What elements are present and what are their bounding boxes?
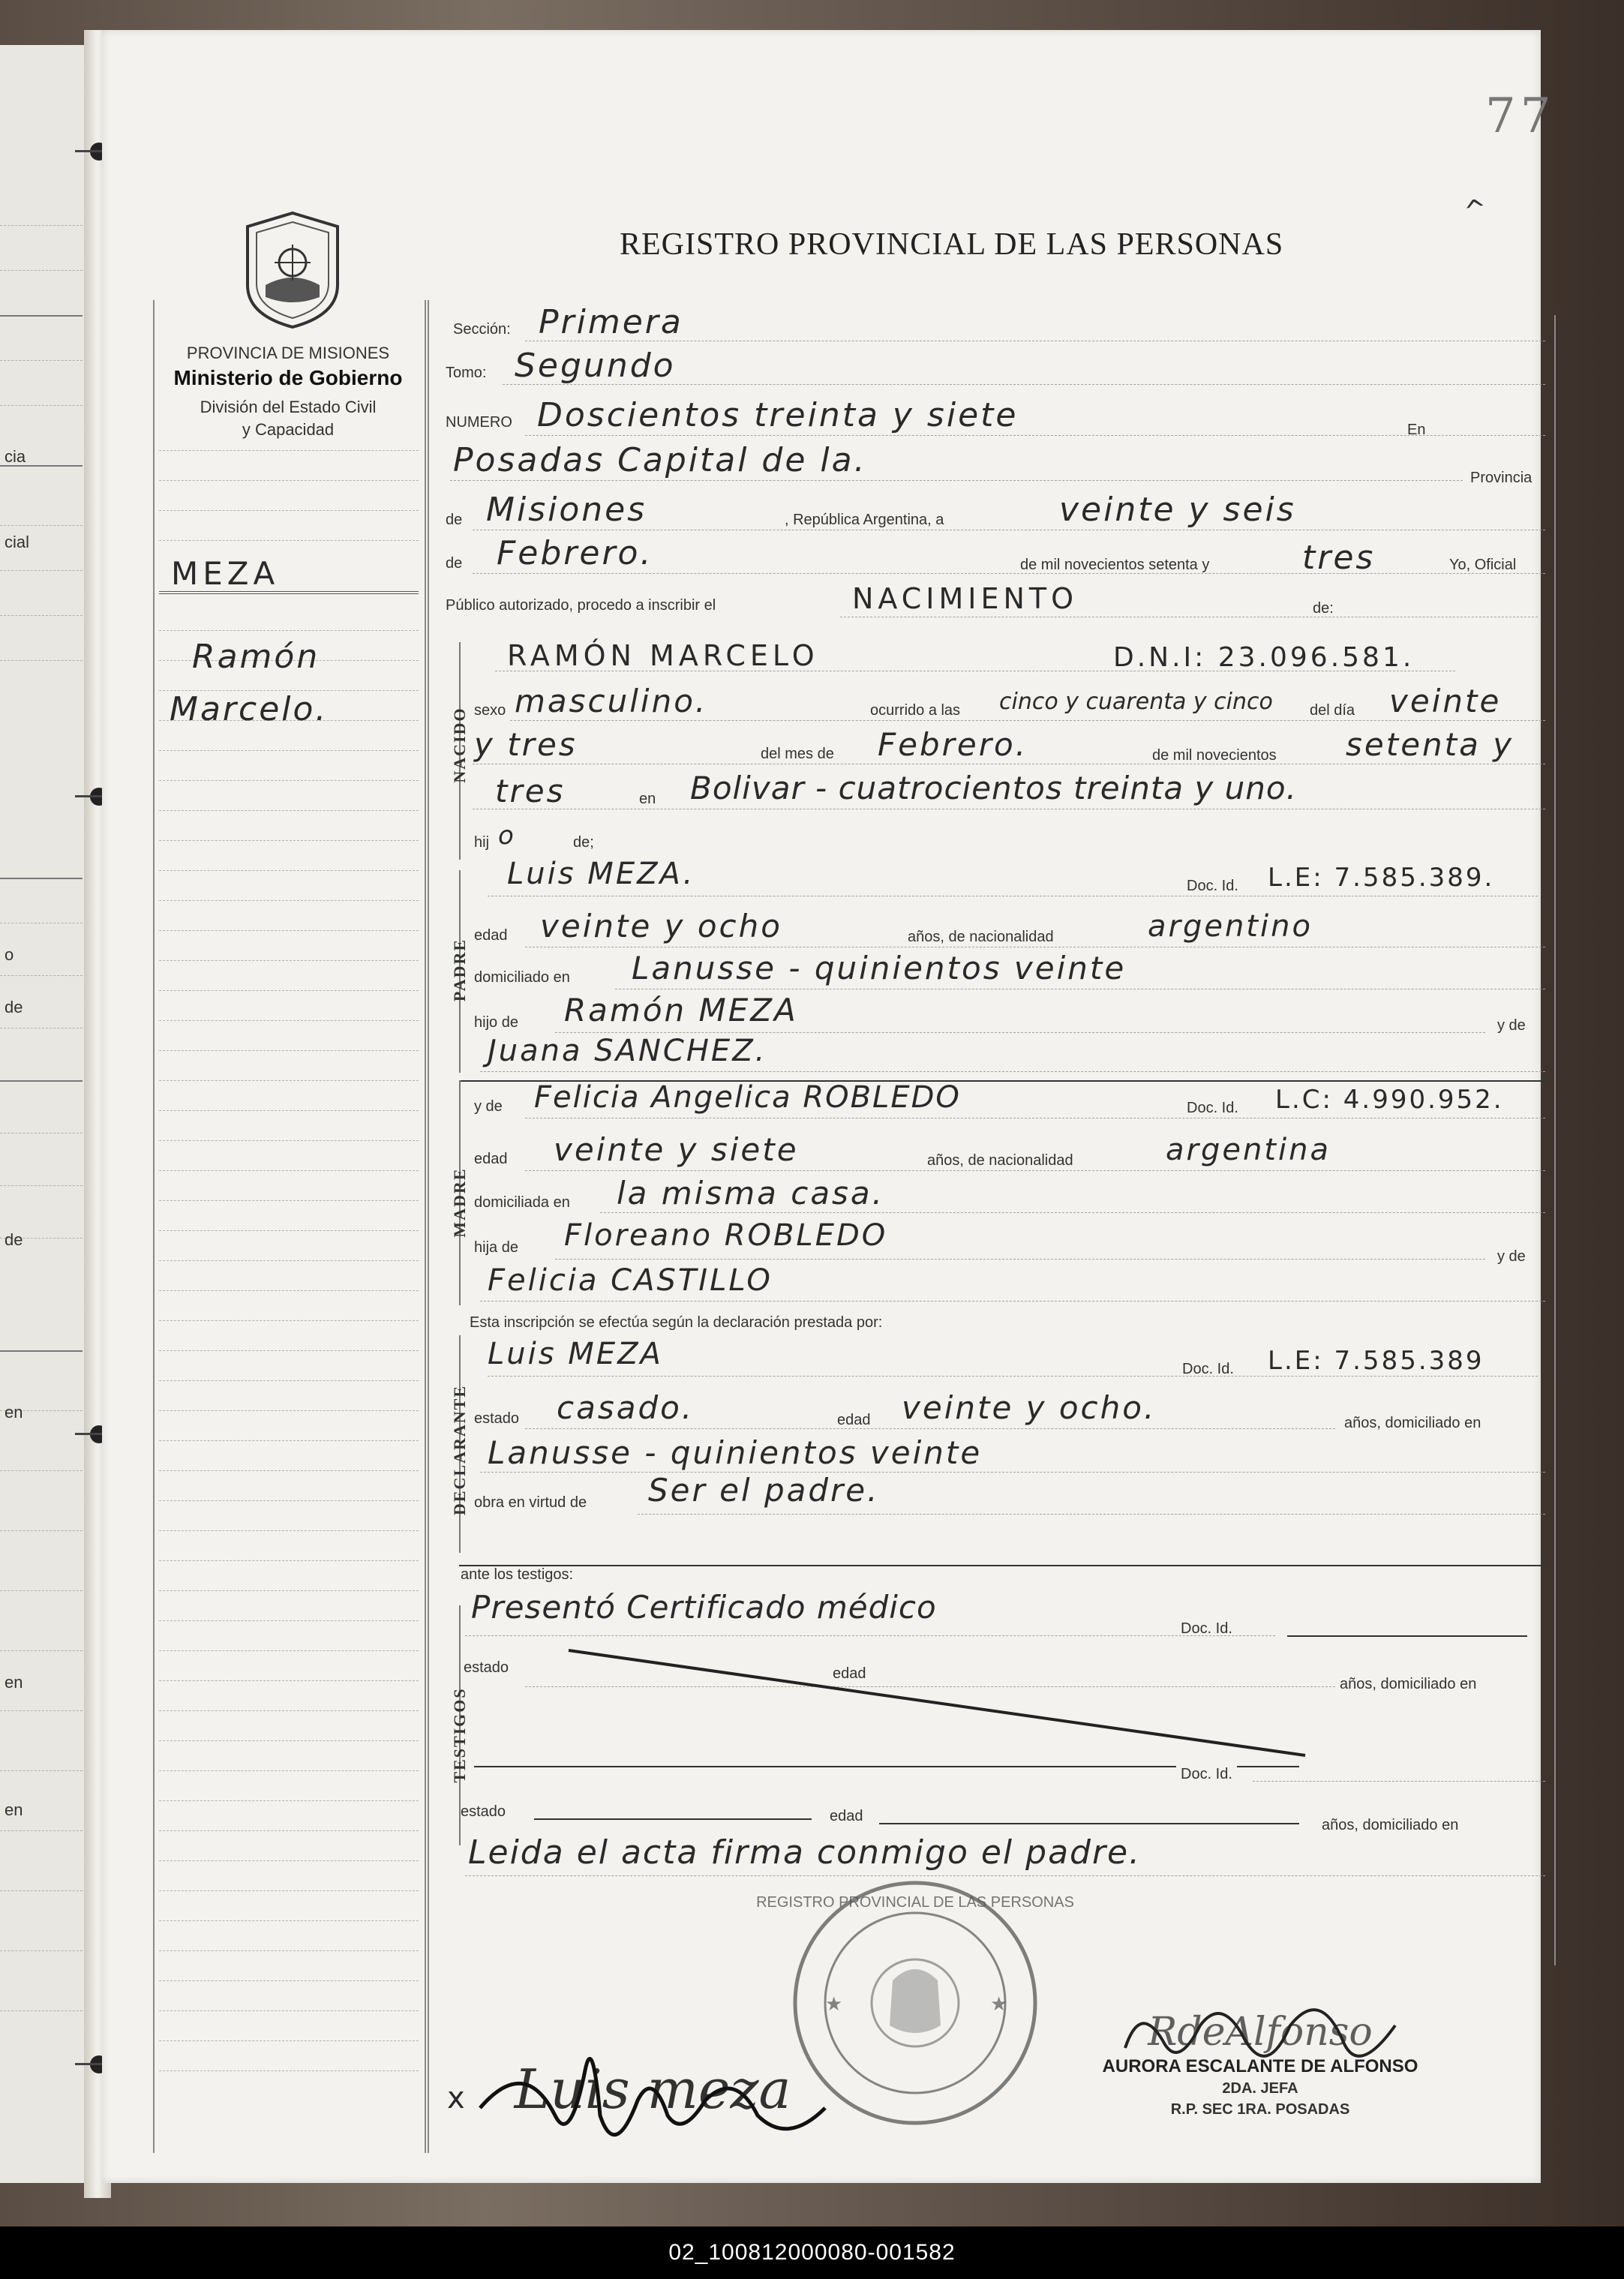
- sexo-label: sexo: [474, 702, 506, 719]
- madre-domicilio: la misma casa.: [617, 1175, 885, 1212]
- declarante-nombre: Luis MEZA: [488, 1337, 663, 1371]
- madre-section-label: MADRE: [450, 1167, 469, 1238]
- hijo-de-label: hijo de: [474, 1014, 518, 1031]
- hij-label: hij: [474, 834, 490, 851]
- edad-label: edad: [830, 1808, 863, 1824]
- hij-value: o: [498, 821, 516, 851]
- prev-fragment: en: [5, 1673, 23, 1692]
- en-label: En: [1407, 422, 1426, 438]
- padre-nombre: Luis MEZA.: [507, 857, 695, 891]
- declarante-domicilio: Lanusse - quinientos veinte: [488, 1434, 983, 1471]
- ocurrido-label: ocurrido a las: [870, 702, 961, 719]
- estado-label: estado: [461, 1803, 506, 1820]
- abuelo-paterno: Ramón MEZA: [564, 992, 798, 1028]
- edad-label: edad: [474, 1151, 508, 1167]
- svg-text:AURORA ESCALANTE DE ALFONSO: AURORA ESCALANTE DE ALFONSO: [1102, 2056, 1418, 2076]
- mes-value: Febrero.: [878, 726, 1028, 763]
- prev-fragment: cia: [5, 447, 26, 466]
- padre-domicilio: Lanusse - quinientos veinte: [632, 950, 1127, 986]
- lugar-value: Posadas Capital de la.: [453, 441, 867, 479]
- prev-fragment: en: [5, 1403, 23, 1422]
- page-title: REGISTRO PROVINCIAL DE LAS PERSONAS: [620, 227, 1284, 262]
- ministry-label: Ministerio de Gobierno: [173, 366, 403, 389]
- nacido-nombre: RAMÓN MARCELO: [507, 639, 819, 672]
- de-label: de;: [573, 834, 594, 851]
- seccion-value: Primera: [539, 303, 683, 341]
- edad-label: edad: [833, 1665, 866, 1682]
- de-label: de:: [1313, 600, 1334, 617]
- dia-cont-value: y tres: [474, 726, 578, 763]
- del-dia-label: del día: [1310, 702, 1355, 719]
- estado-label: estado: [464, 1659, 509, 1676]
- svg-text:★: ★: [990, 1993, 1008, 2016]
- doc-label: Doc. Id.: [1181, 1620, 1232, 1637]
- declarant-signature: [435, 2025, 870, 2175]
- svg-text:REGISTRO PROVINCIAL DE LAS PER: REGISTRO PROVINCIAL DE LAS PERSONAS: [756, 1894, 1074, 1911]
- page-number: 77: [1485, 89, 1556, 144]
- margin-given-name: Ramón: [192, 638, 320, 676]
- testigos-intro: ante los testigos:: [461, 1566, 574, 1583]
- doc-label: Doc. Id.: [1187, 1100, 1238, 1116]
- padre-nacionalidad: argentino: [1148, 909, 1313, 944]
- abuelo-materno: Floreano ROBLEDO: [564, 1218, 888, 1253]
- y-de-label: y de: [1497, 1248, 1526, 1265]
- declarante-doc: L.E: 7.585.389: [1268, 1346, 1484, 1376]
- abuela-paterna: Juana SANCHEZ.: [488, 1034, 767, 1068]
- acto-value: NACIMIENTO: [852, 582, 1079, 615]
- doc-label: Doc. Id.: [1182, 1361, 1234, 1377]
- margin-surname: MEZA: [171, 555, 280, 592]
- yo-oficial-label: Yo, Oficial: [1449, 557, 1517, 573]
- svg-text:2DA. JEFA: 2DA. JEFA: [1222, 2080, 1298, 2097]
- mes-value: Febrero.: [497, 534, 653, 572]
- mes-label: del mes de: [761, 746, 834, 762]
- domicilio-label: años, domiciliado en: [1344, 1415, 1481, 1431]
- padre-edad: veinte y ocho: [540, 908, 782, 944]
- numero-label: NUMERO: [446, 414, 512, 431]
- tomo-label: Tomo:: [446, 365, 487, 381]
- numero-value: Doscientos treinta y siete: [537, 396, 1019, 434]
- domicilio-label: domiciliado en: [474, 969, 570, 986]
- domicilio-label: años, domiciliado en: [1322, 1817, 1459, 1833]
- prev-fragment: de: [5, 998, 23, 1016]
- padre-section-label: PADRE: [450, 938, 469, 1002]
- de-label: de: [446, 555, 463, 572]
- testigo-1: Presentó Certificado médico: [471, 1589, 937, 1626]
- y-de-label: y de: [1497, 1017, 1526, 1034]
- anio-label: de mil novecientos setenta y: [1020, 557, 1210, 573]
- division-label: División del Estado Civil: [200, 398, 377, 416]
- lugar-value: Bolivar - cuatrocientos treinta y uno.: [690, 770, 1297, 806]
- anio-cont-value: tres: [495, 773, 566, 809]
- sexo-value: masculino.: [515, 683, 708, 719]
- de-label: de: [446, 512, 463, 528]
- provincia-value: Misiones: [486, 491, 647, 529]
- check-mark: ^: [1461, 193, 1490, 228]
- prev-fragment: en: [5, 1800, 23, 1819]
- right-border: [1554, 315, 1556, 1965]
- closing-text: Leida el acta firma conmigo el padre.: [468, 1833, 1142, 1872]
- doc-label: Doc. Id.: [1187, 878, 1238, 894]
- declarante-divider: [459, 1565, 1547, 1566]
- anio-label: de mil novecientos: [1152, 747, 1277, 764]
- padre-doc: L.E: 7.585.389.: [1268, 863, 1495, 893]
- nacionalidad-label: años, de nacionalidad: [927, 1152, 1073, 1169]
- hora-value: cinco y cuarenta y cinco: [999, 689, 1273, 715]
- y-de-label: y de: [474, 1098, 503, 1115]
- prev-fragment: o: [5, 945, 14, 964]
- scan-id: 02_100812000080-001582: [668, 2240, 956, 2265]
- edad-label: edad: [837, 1412, 871, 1428]
- madre-nombre: Felicia Angelica ROBLEDO: [534, 1080, 961, 1115]
- dia-value: veinte y seis: [1059, 491, 1296, 529]
- declarante-edad: veinte y ocho.: [902, 1389, 1157, 1426]
- en-label: en: [639, 791, 656, 807]
- abuela-materna: Felicia CASTILLO: [488, 1263, 773, 1298]
- official-signature: [1095, 1995, 1425, 2145]
- dia-value: veinte: [1389, 683, 1502, 719]
- signature-mark: x: [447, 2081, 467, 2115]
- svg-text:R.P. SEC 1RA. POSADAS: R.P. SEC 1RA. POSADAS: [1170, 2101, 1350, 2118]
- prev-fragment: cial: [5, 533, 30, 551]
- nacido-dni: D.N.I: 23.096.581.: [1113, 642, 1415, 673]
- declaracion-intro: Esta inscripción se efectúa según la declaración prestada por:: [470, 1314, 883, 1331]
- republica-label: , República Argentina, a: [785, 512, 944, 528]
- nacionalidad-label: años, de nacionalidad: [908, 929, 1054, 945]
- prev-fragment: de: [5, 1230, 23, 1249]
- column-divider: [428, 300, 429, 2153]
- estado-label: estado: [474, 1410, 520, 1427]
- anio-value: tres: [1302, 539, 1376, 577]
- anio-value: setenta y: [1346, 726, 1514, 763]
- edad-label: edad: [474, 927, 508, 944]
- svg-text:Luis meza: Luis meza: [514, 2058, 791, 2121]
- strike-line: [465, 1635, 1320, 1770]
- publico-label: Público autorizado, procedo a inscribir el: [446, 597, 716, 614]
- margin-given-name: Marcelo.: [170, 690, 329, 728]
- domicilio-label: domiciliada en: [474, 1194, 570, 1211]
- svg-text:RdeAlfonso: RdeAlfonso: [1148, 2010, 1373, 2055]
- madre-nacionalidad: argentina: [1166, 1133, 1331, 1167]
- provincia-label: Provincia: [1470, 470, 1532, 486]
- tomo-value: Segundo: [515, 347, 676, 385]
- svg-text:★: ★: [825, 1993, 843, 2016]
- madre-doc: L.C: 4.990.952.: [1275, 1085, 1504, 1115]
- province-label: PROVINCIA DE MISIONES: [186, 344, 390, 362]
- scan-id-bar: [0, 2226, 1624, 2279]
- doc-label: Doc. Id.: [1176, 1766, 1237, 1783]
- domicilio-label: años, domiciliado en: [1340, 1676, 1477, 1692]
- testigos-section-label: TESTIGOS: [450, 1687, 469, 1783]
- declarante-estado: casado.: [557, 1389, 695, 1426]
- seccion-label: Sección:: [453, 321, 511, 338]
- hija-de-label: hija de: [474, 1239, 518, 1256]
- nacido-section-label: NACIDO: [450, 707, 469, 783]
- obra-label: obra en virtud de: [474, 1494, 587, 1511]
- declarante-obra: Ser el padre.: [648, 1472, 880, 1509]
- declarante-section-label: DECLARANTE: [450, 1384, 469, 1516]
- division-label-2: y Capacidad: [242, 420, 335, 439]
- madre-edad: veinte y siete: [554, 1131, 799, 1168]
- previous-page-edge: [0, 45, 86, 2183]
